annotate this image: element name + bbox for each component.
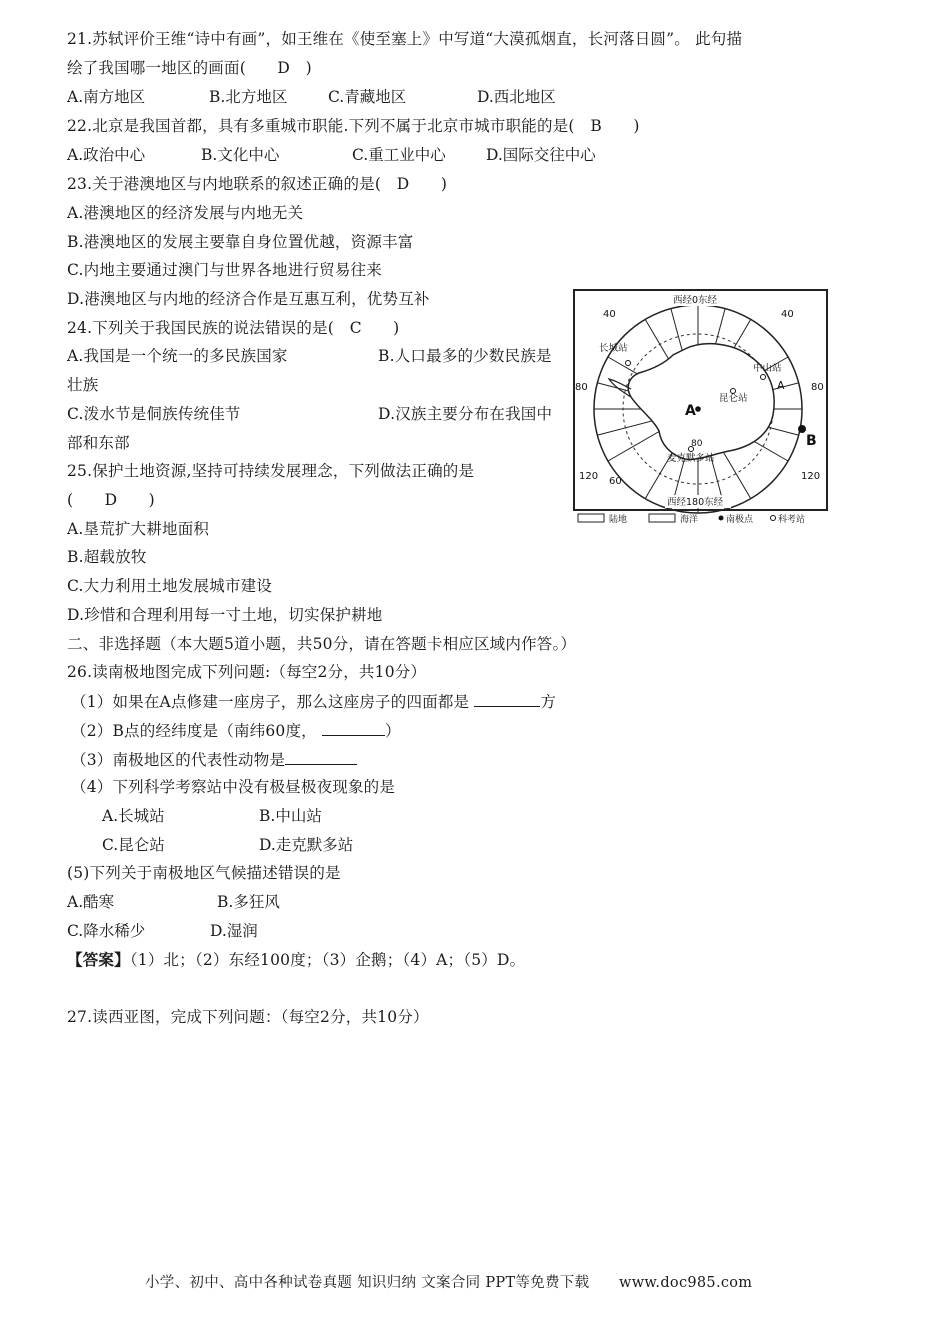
lon-label-nw: 40 — [603, 309, 616, 320]
legend-ocean-swatch — [649, 514, 675, 522]
q21-stem-line2: 绘了我国哪一地区的画面( D ) — [67, 59, 312, 77]
q21-option-b: B.北方地区 — [209, 88, 288, 106]
lon-label-w: 80 — [575, 382, 588, 393]
south-pole-dot — [695, 406, 701, 412]
q26-answer-text: （1）北；（2）东经100度；（3）企鹅；（4）A；（5）D。 — [129, 951, 526, 969]
legend-ocean-label: 海洋 — [680, 515, 699, 524]
legend-pole-label: 南极点 — [726, 515, 754, 524]
q22-option-b: B.文化中心 — [201, 146, 280, 164]
antarctica-map — [573, 289, 828, 524]
q25-stem-line2: ( D ) — [67, 491, 155, 509]
q26-sub5-option-a: A.酷寒 — [67, 893, 115, 911]
lon-label-ne: 40 — [781, 309, 794, 320]
legend-land-label: 陆地 — [609, 515, 628, 524]
lon-label-e: 80 — [811, 382, 824, 393]
point-a-label: A — [685, 403, 696, 419]
legend-land-swatch — [578, 514, 604, 522]
q26-sub1-text: （1）如果在A点修建一座房子，那么这座房子的四面都是 — [71, 693, 470, 711]
q26-sub4: （4）下列科学考察站中没有极昼极夜现象的是 — [71, 778, 396, 796]
q26-sub5-option-b: B.多狂风 — [217, 893, 280, 911]
q22-stem: 22.北京是我国首都，具有多重城市职能.下列不属于北京市城市职能的是( B ) — [67, 117, 640, 135]
q26-sub2-text: （2）B点的经纬度是（南纬60度， — [71, 722, 317, 740]
map-bottom-label: 西经180东经 — [667, 497, 724, 508]
q25-stem-line1: 25.保护土地资源,坚持可持续发展理念，下列做法正确的是 — [67, 462, 475, 480]
q23-stem: 23.关于港澳地区与内地联系的叙述正确的是( D ) — [67, 175, 448, 193]
q26-sub4-option-d: D.走克默多站 — [259, 836, 354, 854]
lon-label-s60: 60 — [609, 476, 622, 487]
legend-station-marker — [771, 516, 776, 521]
point-b-label: B — [806, 433, 817, 449]
station-marker-changcheng — [626, 361, 631, 366]
q26-sub1 — [71, 691, 556, 712]
map-top-label: 西经0东经 — [673, 295, 718, 306]
q24-option-b-cont: 壮族 — [67, 376, 99, 394]
legend-station-label: 科考站 — [778, 515, 806, 524]
q26-stem: 26.读南极地图完成下列问题:（每空2分，共10分） — [67, 663, 427, 681]
q26-sub3 — [71, 749, 357, 770]
q26-sub3-text: （3）南极地区的代表性动物是 — [71, 751, 286, 769]
q26-answer-label: 【答案】 — [67, 950, 130, 969]
lat-label-80: 80 — [691, 439, 703, 449]
q26-sub2-blank — [322, 720, 385, 736]
station-changcheng-label: 长城站 — [599, 343, 628, 354]
q24-option-d: D.汉族主要分布在我国中 — [378, 405, 553, 423]
q26-sub4-option-c: C.昆仑站 — [102, 836, 165, 854]
point-a-east-label: A — [777, 379, 785, 392]
section2-heading: 二、非选择题（本大题5道小题，共50分，请在答题卡相应区域内作答。） — [67, 635, 577, 653]
q21-stem-line1: 21.苏轼评价王维“诗中有画”，如王维在《使至塞上》中写道“大漠孤烟直，长河落日圆”。 此句描 — [67, 30, 743, 48]
q24-option-d-cont: 部和东部 — [67, 434, 130, 452]
q22-option-a: A.政治中心 — [67, 146, 146, 164]
q21-option-c: C.青藏地区 — [328, 88, 407, 106]
q26-sub2-suffix: ） — [385, 722, 401, 740]
point-b-dot — [798, 425, 806, 433]
station-zhongshan-label: 中山站 — [753, 363, 782, 374]
q24-option-b: B.人口最多的少数民族是 — [378, 347, 552, 365]
q24-option-a: A.我国是一个统一的多民族国家 — [67, 347, 288, 365]
q26-sub2 — [71, 720, 401, 741]
q22-option-c: C.重工业中心 — [352, 146, 446, 164]
legend-pole-marker — [719, 516, 724, 521]
q26-sub3-blank — [285, 749, 357, 765]
q21-option-d: D.西北地区 — [477, 88, 556, 106]
lon-label-se: 120 — [801, 471, 821, 482]
station-kunlun-label: 昆仑站 — [719, 393, 748, 404]
q26-sub5-option-d: D.湿润 — [210, 922, 258, 940]
q25-option-a: A.垦荒扩大耕地面积 — [67, 520, 210, 538]
station-marker-zhongshan — [761, 375, 766, 380]
q23-option-c: C.内地主要通过澳门与世界各地进行贸易往来 — [67, 261, 382, 279]
q24-stem: 24.下列关于我国民族的说法错误的是( C ) — [67, 319, 400, 337]
lon-label-sw: 120 — [579, 471, 599, 482]
q22-option-d: D.国际交往中心 — [486, 146, 596, 164]
map-legend — [578, 513, 805, 524]
q21-option-a: A.南方地区 — [67, 88, 146, 106]
q26-sub4-option-b: B.中山站 — [259, 807, 322, 825]
q25-option-c: C.大力利用土地发展城市建设 — [67, 577, 273, 595]
q23-option-a: A.港澳地区的经济发展与内地无关 — [67, 204, 304, 222]
q25-option-b: B.超载放牧 — [67, 548, 147, 566]
page-footer: 小学、初中、高中各种试卷真题 知识归纳 文案合同 PPT等免费下载 www.doc985.com — [145, 1275, 753, 1291]
q27-stem: 27.读西亚图，完成下列问题：（每空2分，共10分） — [67, 1008, 429, 1026]
q26-sub5-option-c: C.降水稀少 — [67, 922, 146, 940]
q24-option-c: C.泼水节是侗族传统佳节 — [67, 405, 241, 423]
q26-answer — [67, 950, 525, 970]
q26-sub1-blank — [474, 691, 540, 707]
q23-option-b: B.港澳地区的发展主要靠自身位置优越，资源丰富 — [67, 233, 414, 251]
q26-sub4-option-a: A.长城站 — [102, 807, 165, 825]
q26-sub5: (5)下列关于南极地区气候描述错误的是 — [67, 864, 341, 882]
q25-option-d: D.珍惜和合理利用每一寸土地，切实保护耕地 — [67, 606, 383, 624]
station-mcmurdo-label: 麦克默多站 — [667, 453, 715, 464]
q23-option-d: D.港澳地区与内地的经济合作是互惠互利，优势互补 — [67, 290, 430, 308]
q26-sub1-suffix: 方 — [540, 693, 557, 711]
